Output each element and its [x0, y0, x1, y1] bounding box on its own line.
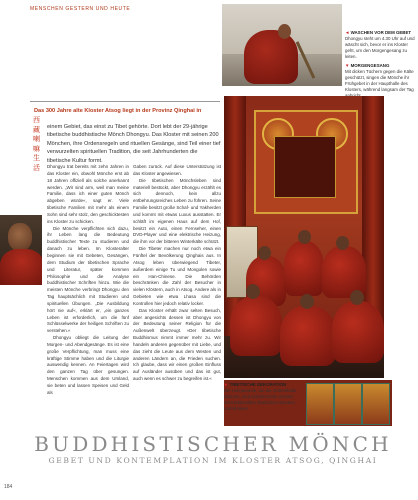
- caption-arrow-icon: ▼: [345, 63, 350, 68]
- photo-monk: [284, 241, 324, 296]
- photo-panel-tile: [334, 383, 362, 425]
- paragraph: Dhongyu obliegt die Leitung der Morgen- und Abendgesänge. Es ist eine große Verpflichtung, man muss eine kräftige Stimme haben und die Liturgie auswendig kennen. An Feiertagen wird den ganzen Tag über gesungen. Menschen kommen aus dem Umland, sie beten und lassen Speisen und Geld als: [47, 335, 129, 395]
- running-head: MENSCHEN GESTERN UND HEUTE: [30, 6, 131, 12]
- photo-monk-head: [246, 284, 260, 299]
- photo-door: [274, 136, 336, 198]
- intro-lead: Das 300 Jahre alte Kloster Atsog liegt in der Provinz Qinghai in: [34, 108, 202, 114]
- caption-bottom: [224, 382, 300, 412]
- portrait-robe: [0, 249, 42, 285]
- photo-monk-head: [258, 246, 271, 260]
- caption-heading-morning: MORGENGESANG: [350, 63, 390, 68]
- paragraph: Das Kloster erhält zwar selten Besuch, aber angesichts dessen ist Dhongyu von der Bedeutung seiner Religion für die Außenwelt überzeugt. »Der tibetische Buddhismus nimmt immer mehr zu. Wir handeln anderen gegenüber mit Liebe, und das zieht die Leute aus dem Westen und anderen Ländern an, die Frieden suchen. Ich glaube, dass wir einen großen Einfluss auf Ausländer ausüben und das ist gut, auch wenn es schwer zu begreifen ist.«: [133, 307, 221, 382]
- char-3: 嘛: [33, 144, 40, 153]
- photo-monk-head: [278, 24, 291, 39]
- divider-line: [30, 101, 220, 102]
- photo-monk-head: [298, 230, 311, 244]
- caption-text-decoration: Die Holzpaneele, die die Gebetshalle säumen, sind wunderschön verziert mit traditionellen tibetischen Mustern und Motiven.: [224, 388, 297, 411]
- caption-arrow-icon: ►: [224, 382, 229, 387]
- char-1: 藏: [33, 125, 40, 134]
- caption-arrow-icon: ◄: [345, 30, 350, 35]
- paragraph: Die Tibeter machen nur noch etwa ein Fünftel der Bevölkerung Qinghais aus. In Atsog leben überwiegend Tibeter, außerdem einige Tu und Mongolen sowie ein Han-Chinese. Die Behörden beschränken die Zahl der Besucher in vielen Klöstern, auch in Atsog. Andere als in Gebieten wie etwa Lhasa sind die Kontrollen hier jedoch relativ locker.: [133, 246, 221, 306]
- photo-panel-tile: [362, 383, 390, 425]
- char-0: 西: [33, 116, 40, 124]
- caption-text-morning: Mit dicken Tüchern gegen die Kälte geschützt, singen die Mönche ihr Frühgebet in der Haupthalle des Klosters, während langsam der Tag: [345, 69, 414, 92]
- char-2: 喇: [33, 135, 40, 143]
- body-column-a: [47, 164, 129, 397]
- photo-panel-tile: [306, 383, 334, 425]
- photo-monk-figure: [244, 30, 298, 84]
- paragraph: Die tibetischen Mönchsleben sind materiell bestückt, aber Dhongyu erzählt es sich dennoch, kein allzu entbehrungsreiches Leben zu führen. Seine Familie besitzt große Schaf- und Yakherden und kommt mit etwas Luxus ausstatten. Er schläft im eigenen Haus auf dem Hof, besitzt ein Auto, einen Fernseher, einen DVD-Player und eine elektrische Heizung, die ihm vor der bitteren Winterkälte schützt.: [133, 177, 221, 245]
- chinese-characters: [33, 116, 43, 173]
- page-title: BUDDHISTISCHER MÖNCH: [34, 432, 392, 456]
- paragraph: Dhongyu trat bereits mit zehn Jahren in das Kloster ein, obwohl Mönche erst ab 18 Jahren offiziell als solche anerkannt werden. „Wir sind arm, weil man meine Familie, dass ich einer guten Mönch abgeben würde«, sagt er. Viele tibetische Familien mit mehr als einem Sohn sind sehr stolz, den geschicktesten ins Kloster zu schicken.: [47, 164, 129, 224]
- caption-heading-decoration: TIBETISCHE DEKORATION: [229, 382, 287, 387]
- photo-monk-head: [350, 290, 364, 305]
- paragraph: Gaben zurück. Auf diese Unterstützung ist das Kloster angewiesen.: [133, 164, 221, 176]
- portrait-face: [8, 223, 32, 251]
- photo-monk: [230, 296, 282, 356]
- photo-monk: [332, 301, 384, 363]
- photo-monk-head: [300, 294, 314, 309]
- portrait-monk-photo: [0, 215, 42, 285]
- photo-monk-head: [336, 236, 349, 250]
- char-4: 生: [33, 154, 40, 162]
- intro-text: einem Gebiet, das einst zu Tibet gehörte. Dort lebt der 29-jährige tibetische buddhistische Mönch Dhongyu. Das Kloster mit seinen 200 Mönchen, ihre Ordensregeln und rituellen Gesänge, sind Teil einer tief verwurzelten spirituellen Tradition, die seit Jahrhunderten die tibetische Kultur formt.: [47, 124, 221, 164]
- char-5: 活: [33, 163, 40, 172]
- body-column-b: [133, 164, 221, 383]
- paragraph: Die Mönche verpflichten sich dazu, ihr Leben lang die Bedeutung buddhistischer Texte zu studieren und danach zu leben. Im Klosteralter beginnen sie mit Gebeten, Gesängen, dem Studium der tibetischen Sprache und Literatur, später kommen Philosophie und die Analyse buddhistischer Schriften hinzu. Wie die meisten Mönche verbringt Dhongyu den Tag hauptsächlich mit Studieren und spirituellen Übungen. „Die Ausbildung hört nie auf«, erklärt er, „ein ganzes Leben ist erforderlich, um die fünf Schlüsselwerke der heiligen Schriften zu verstehen.«: [47, 225, 129, 334]
- caption-heading-washing: WASCHEN VOR DEM GEBET: [350, 30, 412, 35]
- caption-text-washing: Dhongyu steht um 4.30 Uhr auf und wäscht sich, bevor er ins Kloster geht, um den Morgengesang zu leiten.: [345, 36, 415, 59]
- page-number: 184: [4, 484, 13, 490]
- page-subtitle: GEBET UND KONTEMPLATION IM KLOSTER ATSOG, QINGHAI: [48, 456, 378, 465]
- photo-washing-monk: [222, 4, 342, 86]
- photo-prayer-hall: [224, 96, 384, 378]
- caption-top: [345, 30, 415, 102]
- photo-monk: [280, 306, 336, 366]
